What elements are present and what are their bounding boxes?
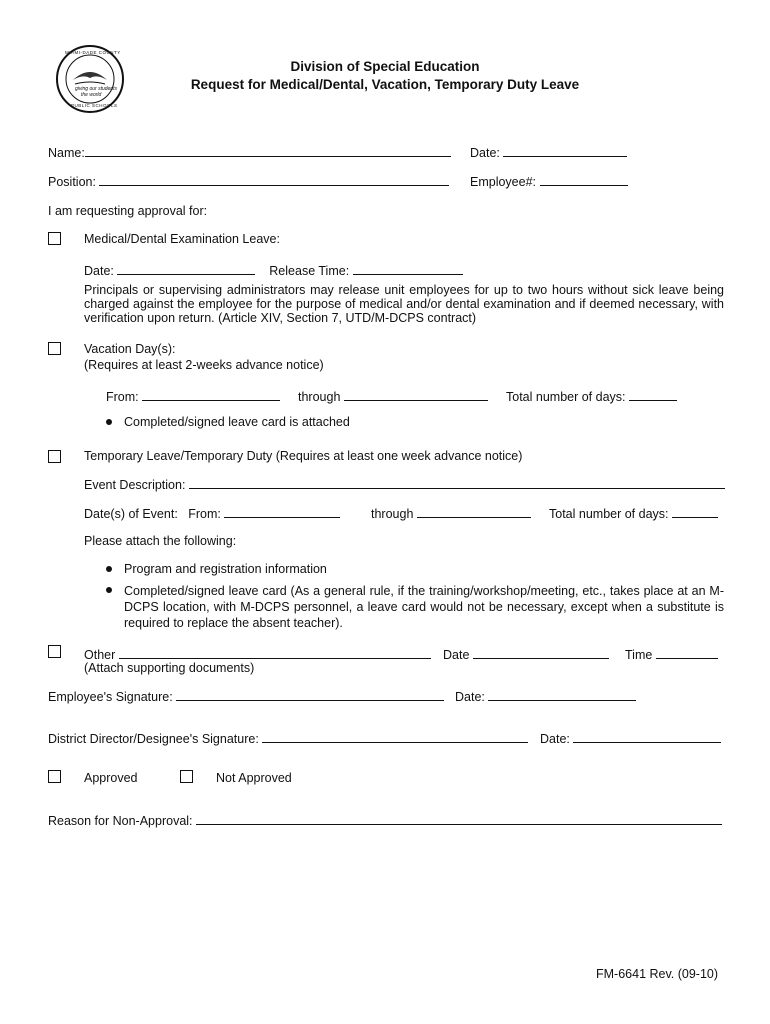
employee-label: Employee#: bbox=[470, 175, 537, 189]
medical-checkbox[interactable] bbox=[48, 232, 61, 245]
employee-field[interactable] bbox=[540, 173, 628, 186]
director-signature-date-field[interactable] bbox=[573, 730, 721, 743]
director-signature-date-label: Date: bbox=[540, 732, 570, 746]
form-title: Division of Special Education bbox=[290, 59, 480, 74]
event-dates-label: Date(s) of Event: bbox=[84, 507, 178, 521]
approved-checkbox[interactable] bbox=[48, 770, 61, 783]
name-field[interactable] bbox=[85, 144, 451, 157]
logo-text-top: MIAMI-DADE COUNTY bbox=[65, 50, 121, 55]
event-dates-row bbox=[84, 505, 340, 521]
employee-signature-row bbox=[48, 688, 444, 704]
event-description-field[interactable] bbox=[189, 476, 725, 489]
bullet-icon bbox=[106, 419, 112, 425]
other-date-label: Date bbox=[443, 648, 470, 662]
intro-text: I am requesting approval for: bbox=[48, 204, 208, 218]
other-row bbox=[84, 646, 431, 662]
other-field[interactable] bbox=[119, 646, 431, 659]
director-signature-label: District Director/Designee's Signature: bbox=[48, 732, 259, 746]
not-approved-label: Not Approved bbox=[216, 771, 292, 785]
other-time-label: Time bbox=[625, 648, 653, 662]
director-signature-date-row bbox=[540, 730, 721, 746]
event-through-field[interactable] bbox=[417, 505, 531, 518]
reason-label: Reason for Non-Approval: bbox=[48, 814, 193, 828]
other-note: (Attach supporting documents) bbox=[84, 661, 255, 675]
attach-label: Please attach the following: bbox=[84, 534, 237, 548]
vacation-checkbox[interactable] bbox=[48, 342, 61, 355]
approved-label: Approved bbox=[84, 771, 138, 785]
employee-row bbox=[470, 173, 628, 189]
other-time-field[interactable] bbox=[656, 646, 718, 659]
form-number: FM-6641 Rev. (09-10) bbox=[596, 967, 719, 981]
not-approved-checkbox[interactable] bbox=[180, 770, 193, 783]
event-description-label: Event Description: bbox=[84, 478, 186, 492]
other-time-row bbox=[625, 646, 718, 662]
event-total-label: Total number of days: bbox=[549, 507, 669, 521]
date-field[interactable] bbox=[503, 144, 627, 157]
bullet-icon bbox=[106, 587, 112, 593]
date-label: Date: bbox=[470, 146, 500, 160]
employee-signature-date-label: Date: bbox=[455, 690, 485, 704]
event-through-row bbox=[371, 505, 531, 521]
other-label: Other bbox=[84, 648, 116, 662]
medical-date-field[interactable] bbox=[117, 262, 255, 275]
bullet-icon bbox=[106, 566, 112, 572]
reason-field[interactable] bbox=[196, 812, 722, 825]
name-label: Name: bbox=[48, 146, 85, 160]
reason-row bbox=[48, 812, 722, 828]
medical-paragraph: Principals or supervising administrators may release unit employees for up to two hours without sick leave being charged against the employee for the purpose of medical and/or dental examination and if deemed necessary, with verification upon return. (Article XIV, Section 7, UTD/M-DCPS contract) bbox=[84, 283, 724, 325]
vacation-note: (Requires at least 2-weeks advance notice) bbox=[84, 358, 324, 372]
event-from-field[interactable] bbox=[224, 505, 340, 518]
event-through-label: through bbox=[371, 507, 414, 521]
medical-date-label: Date: bbox=[84, 264, 114, 278]
logo-text-bottom: PUBLIC SCHOOLS bbox=[71, 103, 118, 108]
director-signature-field[interactable] bbox=[262, 730, 528, 743]
employee-signature-date-row bbox=[455, 688, 636, 704]
logo-tagline-1: giving our students bbox=[75, 86, 117, 92]
temporary-label: Temporary Leave/Temporary Duty (Requires at least one week advance notice) bbox=[84, 449, 523, 463]
vacation-total-label: Total number of days: bbox=[506, 390, 626, 404]
vacation-total-field[interactable] bbox=[629, 388, 677, 401]
temporary-bullet-2: Completed/signed leave card (As a general rule, if the training/workshop/meeting, etc., takes place at an M-DCPS location, with M-DCPS personnel, a leave card would not be necessary, except when a substitute is required to replace the absent teacher). bbox=[124, 584, 724, 630]
release-time-field[interactable] bbox=[353, 262, 463, 275]
vacation-total-row bbox=[506, 388, 677, 404]
release-time-label: Release Time: bbox=[269, 264, 350, 278]
temporary-checkbox[interactable] bbox=[48, 450, 61, 463]
event-total-row bbox=[549, 505, 718, 521]
position-label: Position: bbox=[48, 175, 96, 189]
date-row bbox=[470, 144, 627, 160]
employee-signature-label: Employee's Signature: bbox=[48, 690, 173, 704]
medical-label: Medical/Dental Examination Leave: bbox=[84, 232, 280, 246]
vacation-through-row bbox=[298, 388, 488, 404]
vacation-bullet-text: Completed/signed leave card is attached bbox=[124, 415, 350, 429]
vacation-label: Vacation Day(s): bbox=[84, 342, 176, 356]
event-description-row bbox=[84, 476, 725, 492]
event-from-label: From: bbox=[188, 507, 221, 521]
district-logo bbox=[55, 44, 125, 114]
vacation-from-label: From: bbox=[106, 390, 139, 404]
name-row bbox=[48, 144, 451, 160]
form-subtitle: Request for Medical/Dental, Vacation, Temporary Duty Leave bbox=[190, 77, 580, 92]
other-date-row bbox=[443, 646, 609, 662]
other-checkbox[interactable] bbox=[48, 645, 61, 658]
position-field[interactable] bbox=[99, 173, 449, 186]
vacation-through-label: through bbox=[298, 390, 341, 404]
position-row bbox=[48, 173, 449, 189]
logo-tagline-2: the world bbox=[81, 92, 102, 98]
medical-date-row bbox=[84, 262, 463, 278]
employee-signature-date-field[interactable] bbox=[488, 688, 636, 701]
vacation-from-field[interactable] bbox=[142, 388, 280, 401]
vacation-from-row bbox=[106, 388, 280, 404]
event-total-field[interactable] bbox=[672, 505, 718, 518]
employee-signature-field[interactable] bbox=[176, 688, 444, 701]
vacation-through-field[interactable] bbox=[344, 388, 488, 401]
other-date-field[interactable] bbox=[473, 646, 609, 659]
temporary-bullet-1: Program and registration information bbox=[124, 562, 327, 576]
director-signature-row bbox=[48, 730, 528, 746]
